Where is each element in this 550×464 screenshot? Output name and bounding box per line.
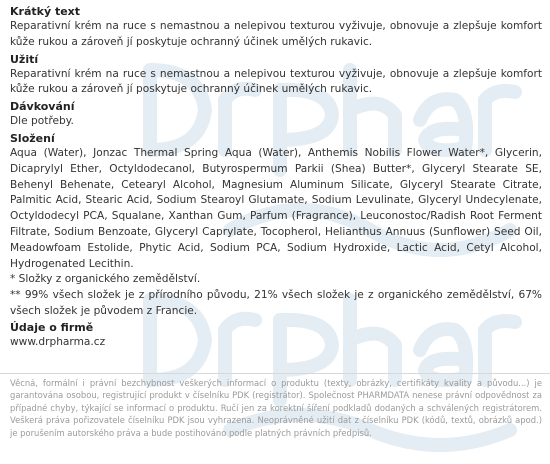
section-heading-usage: Užití	[10, 52, 39, 66]
legal-disclaimer: Věcná, formální i právní bezchybnost veškerých informací o produktu (texty, obrázky, certifikáty kvality a původu...) je garantována osobou, registrující produkt v číselníku PDK (registrátor). Společnost PHARMDATA nenese právní odpovědnost za případné chyby, týkající se informací o produktu. Ručí jen za korektní šíření podkladů dodaných a schválených registrátorem. Veškerá práva pořizovatele číselníku PDK jsou vyhrazena. Neoprávněné užití dat z číselníku PDK (kódů, textů, obrázků apod.) je porušením autorského práva a bude postihováno podle platných právních předpisů.	[10, 378, 542, 438]
section-company	[10, 320, 542, 351]
section-short-text	[10, 4, 542, 51]
composition-note-origin: ** 99% všech složek je z přírodního původu, 21% všech složek je z organického zemědělství, 67% všech složek je původem z Francie.	[10, 289, 542, 317]
composition-body: Aqua (Water), Jonzac Thermal Spring Aqua (Water), Anthemis Nobilis Flower Water*, Glycerin, Dicaprylyl Ether, Octyldodecanol, Butyrospermum Parkii (Shea) Butter*, Glyceryl Stearate SE, Behenyl Behenate, Cetearyl Alcohol, Magnesium Aluminum Silicate, Glyceryl Stearate Citrate, Palmitic Acid, Stearic Acid, Sodium Stearoyl Glutamate, Sodium Levulinate, Glyceryl Undecylenate, Octyldodecyl PCA, Squalane, Xanthan Gum, Parfum (Fragrance), Leuconostoc/Radish Root Ferment Filtrate, Sodium Benzoate, Glyceryl Caprylate, Tocopherol, Helianthus Annuus (Sunflower) Seed Oil, Meadowfoam Estolide, Phytic Acid, Sodium PCA, Sodium Hydroxide, Lactic Acid, Cetyl Alcohol, Hydrogenated Lecithin.	[10, 146, 542, 270]
section-heading-composition: Složení	[10, 131, 55, 145]
composition-note-organic: * Složky z organického zemědělství.	[10, 273, 201, 286]
product-content	[10, 4, 542, 351]
disclaimer-divider	[0, 373, 550, 374]
section-usage	[10, 52, 542, 99]
company-website: www.drpharma.cz	[10, 335, 106, 348]
section-heading-dosage: Dávkování	[10, 100, 75, 114]
section-heading-company: Údaje o firmě	[10, 320, 94, 334]
dosage-body: Dle potřeby.	[10, 115, 74, 128]
section-dosage	[10, 99, 542, 130]
section-composition	[10, 131, 542, 320]
section-heading-short-text: Krátký text	[10, 5, 81, 18]
short-text-body: Reparativní krém na ruce s nemastnou a nelepivou texturou vyživuje, obnovuje a zlepšuje komfort kůže rukou a zároveň jí poskytuje ochranný účinek umělých rukavic.	[10, 20, 542, 48]
usage-body: Reparativní krém na ruce s nemastnou a nelepivou texturou vyživuje, obnovuje a zlepšuje komfort kůže rukou a zároveň jí poskytuje ochranný účinek umělých rukavic.	[10, 67, 542, 96]
